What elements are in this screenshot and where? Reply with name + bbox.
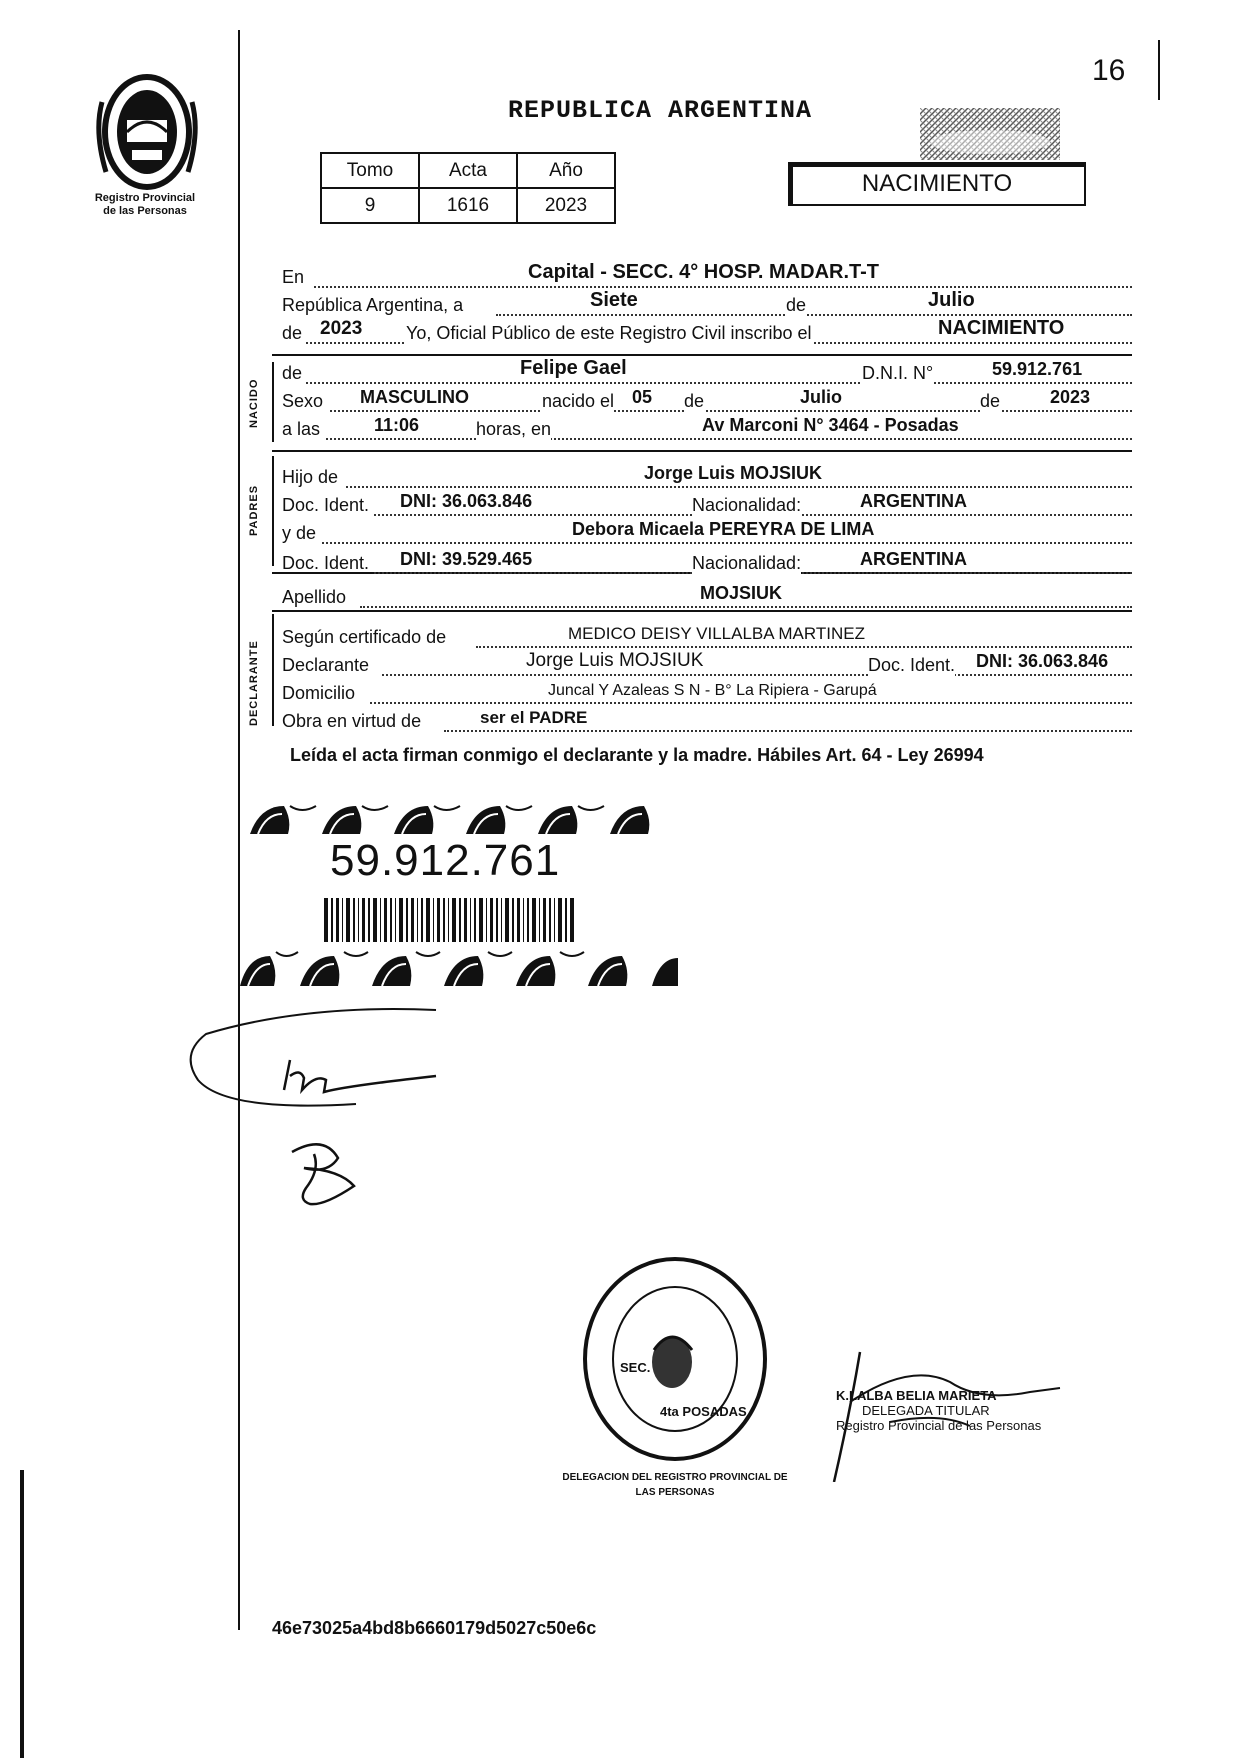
row-time-place [280,414,1130,442]
hijo-label: Hijo de [282,467,339,487]
document-title: REPUBLICA ARGENTINA [508,96,813,125]
province-logo [92,72,202,192]
coat-of-arms-icon [92,72,202,192]
birth-place: Av Marconi N° 3464 - Posadas [702,415,959,435]
father-nationality: ARGENTINA [860,491,967,511]
doc-ident-label-2: Doc. Ident. [282,553,370,573]
doc-ident-label: Doc. Ident. [282,495,370,515]
dots [444,730,1132,732]
scan-edge-mark [20,1470,24,1758]
birth-day: 05 [632,387,653,407]
officer-stamp [836,1388,1076,1433]
divider-1 [272,354,1132,356]
declarante-label: Declarante [282,655,370,675]
section-label-nacido: NACIDO [248,378,260,428]
acta-header: Acta [419,153,517,188]
registry-table [320,152,616,224]
act-type-box: NACIMIENTO [788,162,1086,206]
acta-value: 1616 [419,188,517,223]
de-label-4: de [684,391,705,411]
dots [330,410,1132,412]
dni-label: D.N.I. N° [862,363,934,383]
row-act [280,318,1130,346]
address: Juncal Y Azaleas S N - B° La Ripiera - Garupá [548,682,877,699]
certificate: MEDICO DEISY VILLALBA MARTINEZ [568,624,865,643]
security-pattern-icon [240,800,680,836]
anio-value: 2023 [517,188,615,223]
father-doc: DNI: 36.063.846 [400,491,533,511]
obra-label: Obra en virtud de [282,711,422,731]
month: Julio [928,289,975,311]
officer-name: K.LALBA BELIA MARIETA [836,1388,997,1403]
row-father [280,462,1130,490]
security-watermark [920,108,1060,160]
dots [346,486,1132,488]
security-pattern-icon [240,948,680,988]
right-margin-rule [1158,40,1160,100]
declarant-doc: DNI: 36.063.846 [976,651,1109,671]
divider-2 [272,450,1132,452]
document-hash: 46e73025a4bd8b6660179d5027c50e6c [272,1618,597,1638]
doc-ident-label-3: Doc. Ident. [868,655,956,675]
dots [496,314,1132,316]
page-number: 16 [1092,54,1126,87]
officer-title: DELEGADA TITULAR [862,1403,990,1418]
dots [322,542,1132,544]
year: 2023 [320,318,363,339]
nacido-label: nacido el [542,391,615,411]
declarante-bracket [272,614,274,726]
republica-label: República Argentina, a [282,295,464,315]
en-label: En [282,267,305,287]
security-band-bottom [240,948,680,988]
seal-ring-text: DELEGACION DEL REGISTRO PROVINCIAL DE LAS PERSONAS [562,1472,788,1498]
mother-doc: DNI: 39.529.465 [400,549,533,569]
logo-caption: Registro Provincial de las Personas [94,192,196,217]
row-father-doc [280,490,1130,518]
row-surname [280,582,1130,610]
father-name: Jorge Luis MOJSIUK [644,463,823,483]
de-label: de [786,295,807,315]
watermark-pattern-icon [920,108,1060,160]
row-sex-birth [280,386,1130,414]
child-name: Felipe Gael [520,357,627,379]
row-mother [280,518,1130,546]
declarant-name: Jorge Luis MOJSIUK [526,650,704,671]
signature-icon [186,1004,506,1114]
row-place-of-registration [280,262,1130,290]
dots [360,606,1132,608]
dots [326,438,1132,440]
divider-4 [272,610,1132,612]
dots [370,702,1132,704]
act-inscribed: NACIMIENTO [938,317,1065,339]
row-mother-doc [280,548,1130,576]
seal-icon [580,1254,770,1464]
signature-icon [284,1134,374,1214]
dots [306,382,1132,384]
section-label-declarante: DECLARANTE [248,640,260,726]
mother-nationality: ARGENTINA [860,549,967,569]
de-label-2: de [282,323,303,343]
capacity: ser el PADRE [480,708,588,727]
closing-note: Leída el acta firman conmigo el declarante y la madre. Hábiles Art. 64 - Ley 26994 [290,745,984,765]
de-label-5: de [980,391,1001,411]
officer-registry: Registro Provincial de las Personas [836,1418,1042,1433]
anio-header: Año [517,153,615,188]
barcode-icon [324,898,574,942]
row-name [280,358,1130,386]
tomo-value: 9 [321,188,419,223]
birth-month: Julio [800,387,843,407]
dots [476,646,1132,648]
sex: MASCULINO [360,387,469,407]
alas-label: a las [282,419,321,439]
yde-label: y de [282,523,317,543]
mother-name: Debora Micaela PEREYRA DE LIMA [572,519,875,539]
nacionalidad-label-2: Nacionalidad: [692,553,802,573]
row-address [280,678,1130,706]
nacionalidad-label: Nacionalidad: [692,495,802,515]
row-declarant [280,650,1130,678]
de-label-3: de [282,363,303,383]
seal-center-line2: 4ta POSADAS [660,1404,747,1419]
declarant-signature [186,1004,506,1114]
birth-year: 2023 [1050,387,1091,407]
row-certificate [280,622,1130,650]
apellido-label: Apellido [282,587,347,607]
id-number: 59.912.761 [330,836,561,885]
child-dni: 59.912.761 [992,359,1083,379]
dots [314,286,1132,288]
horas-label: horas, en [476,419,552,439]
mother-signature [284,1134,374,1214]
registration-place: Capital - SECC. 4° HOSP. MADAR.T-T [528,261,880,283]
registry-value-row [321,188,615,223]
section-label-padres: PADRES [248,484,260,536]
security-band-top [240,800,680,836]
tomo-header: Tomo [321,153,419,188]
sexo-label: Sexo [282,391,324,411]
row-capacity [280,706,1130,734]
barcode [324,898,574,942]
registry-seal [580,1254,770,1464]
padres-bracket [272,456,274,566]
domicilio-label: Domicilio [282,683,356,703]
dots [382,674,1132,676]
day-word: Siete [590,289,638,311]
nacido-bracket [272,362,274,442]
cert-label: Según certificado de [282,627,447,647]
registry-header-row [321,153,615,188]
seal-center-line1: SEC. [620,1360,651,1375]
row-date [280,290,1130,318]
surname: MOJSIUK [700,583,783,603]
birth-time: 11:06 [374,415,420,435]
yo-text: Yo, Oficial Público de este Registro Civil inscribo el [406,323,812,343]
